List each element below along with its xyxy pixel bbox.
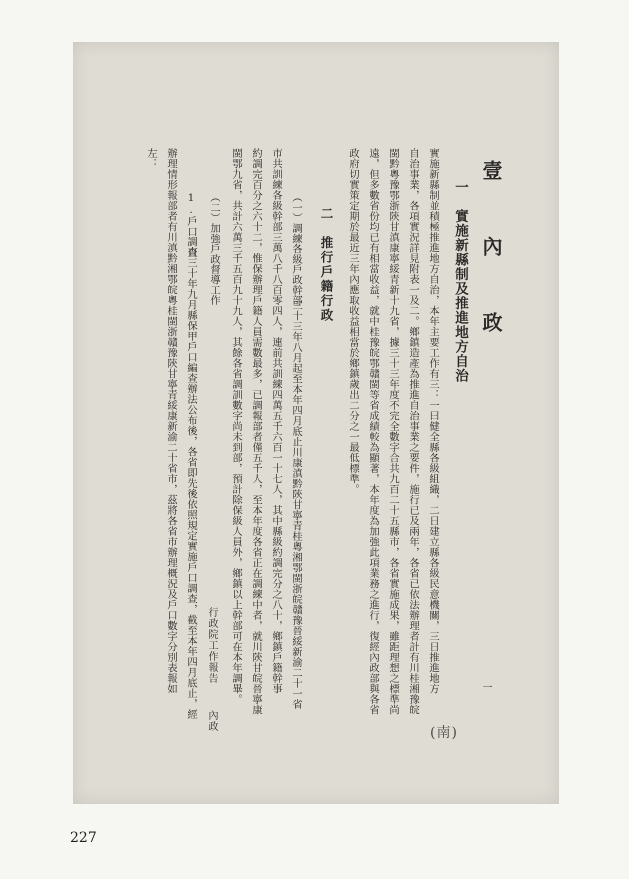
scanned-page: [73, 42, 559, 804]
item-title: 1.戶口調查: [185, 192, 197, 258]
scan-page-number: 一: [480, 682, 491, 692]
body-line: 左：: [145, 148, 157, 169]
body-line: 遠，但多數省份均已有相當收益，就中桂豫皖鄂贛閩等省成績較為顯著，本年度為加強此項業務之進行，復經內政部與各省: [367, 148, 379, 715]
footer-left: 行政院工作報告: [206, 607, 217, 684]
body-line: 政府切實策定期於最近三年內應取收益相當於鄉鎮歲出二分之一最低標準。: [347, 148, 359, 495]
body-line: 自治事業，各項實況詳見附表一及二。鄉鎮造產為推進自治事業之要件，施行已及兩年，各省已依法辦理者計有川桂湘豫皖: [407, 148, 419, 715]
body-line: 自三十年九月縣保甲戶口編查辦法公布後，各省即先後依照規定實施戶口調查，截至本年四月底止，經: [185, 247, 197, 720]
body-line: 三十三年八月起至本年四月底止川康滇黔陝甘寧青桂粵湘鄂閩浙皖贛豫晉綏新渝二十一省: [290, 300, 302, 710]
section-title: 一 實施新縣制及推進地方自治: [452, 180, 468, 383]
body-line: 約調完百分之六十二，惟保辦理戶籍人員需數最多，已調報部者僅五千人，至本年度各省正在調練中者，就川陝甘皖晉寧康: [250, 148, 262, 715]
page-number: 227: [70, 830, 97, 846]
item-title: （二）加強戶政督導工作: [208, 192, 220, 306]
body-line: 實施新縣制並積極推進地方自治，本年主要工作有三：一曰健全縣各級組織，二日建立縣各級民意機關，三日推進地方: [427, 148, 439, 694]
side-annotation: (南): [430, 725, 458, 741]
footer-right: 內政: [206, 710, 217, 732]
body-line: 閩鄂九省，共計六萬三千五百九十九人，其餘各省調訓數字尚未到部，預計除保級人員外，鄉鎮以上幹部可在本年調畢。: [230, 148, 242, 705]
item-title: （一）調練各級戶政幹部: [290, 192, 302, 306]
chapter-title: 壹 內 政: [479, 160, 503, 350]
subsection-title: 二 推行戶籍行政: [319, 207, 334, 323]
body-line: 閩黔粵豫鄂浙陝甘滇康寧綏青新十九省，據三十三年度不完全數字合共九百二十五縣市，各省實施成果，雖距理想之標準尚: [387, 148, 399, 715]
body-line: 市共訓練各級幹部三萬八千八百零四人，連前共訓練四萬五千六百一十七人，其中縣級約調完分之八十，鄉鎮戶籍幹事: [270, 148, 282, 694]
body-line: 辦理情形報部者有川滇黔湘鄂皖粵桂閩浙贛豫陝甘寧青綏康新渝二十省市，茲將各省市辦理概況及戶口數字分別表報如: [165, 148, 177, 694]
